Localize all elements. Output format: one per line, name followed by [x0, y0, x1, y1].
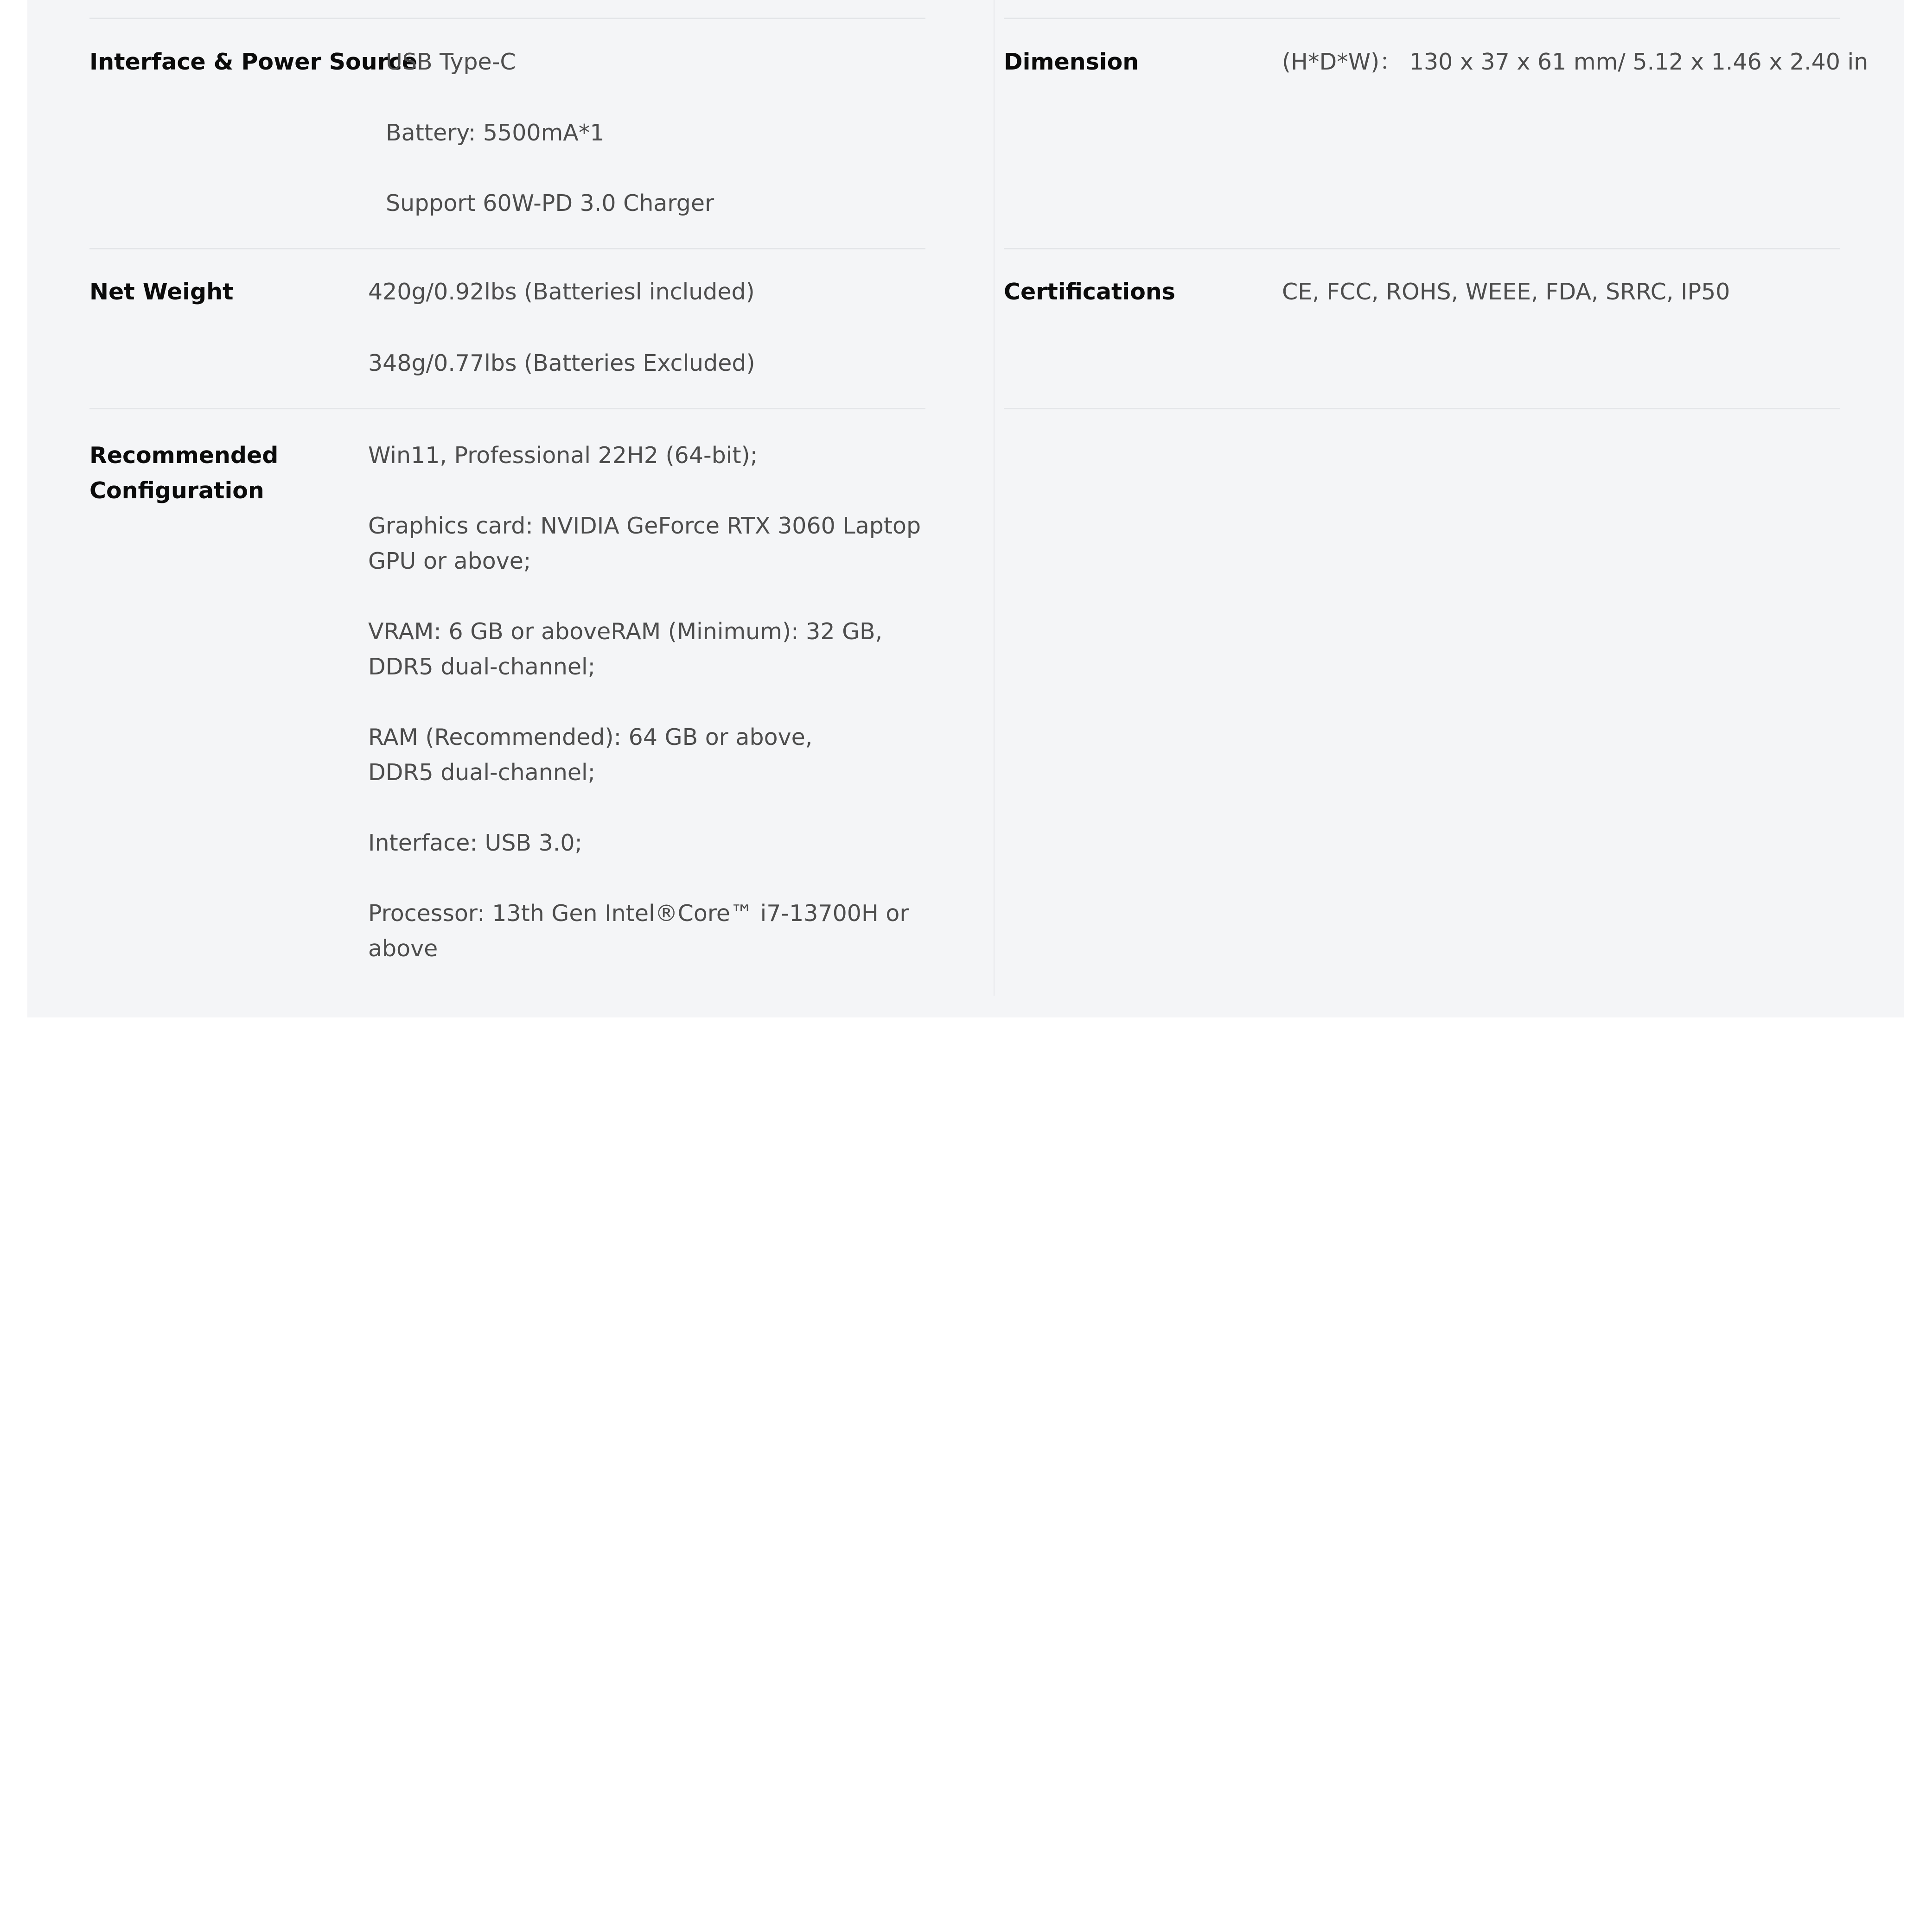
spec-label-interface-power: Interface & Power Source	[89, 49, 418, 75]
spec-label-recommended-config-line-2: Configuration	[89, 477, 264, 504]
row-divider	[1004, 408, 1840, 409]
spec-value-os: Win11, Professional 22H2 (64-bit);	[368, 442, 758, 469]
row-divider	[1004, 248, 1840, 249]
spec-value-battery: Battery: 5500mA*1	[386, 120, 605, 146]
spec-value-weight-without-batteries: 348g/0.77lbs (Batteries Excluded)	[368, 350, 755, 376]
row-divider	[89, 248, 925, 249]
spec-value-processor-line-2: above	[368, 935, 438, 962]
spec-label-certifications: Certifications	[1004, 279, 1175, 305]
spec-value-usb-type-c: USB Type-C	[386, 49, 516, 75]
spec-label-dimension: Dimension	[1004, 49, 1139, 75]
column-divider	[994, 0, 995, 996]
spec-value-ram-line-1: RAM (Recommended): 64 GB or above,	[368, 724, 813, 750]
spec-value-processor-line-1: Processor: 13th Gen Intel®Core™ i7-13700H or	[368, 900, 909, 927]
spec-value-weight-with-batteries: 420g/0.92lbs (Batteriesl included)	[368, 279, 755, 305]
row-divider	[89, 408, 925, 409]
specs-panel	[27, 0, 1904, 1017]
spec-value-vram-line-2: DDR5 dual-channel;	[368, 654, 596, 680]
spec-value-charger: Support 60W-PD 3.0 Charger	[386, 190, 714, 216]
spec-label-recommended-config-line-1: Recommended	[89, 442, 279, 469]
row-divider	[89, 18, 925, 19]
spec-label-net-weight: Net Weight	[89, 279, 234, 305]
spec-value-dimension: (H*D*W)： 130 x 37 x 61 mm/ 5.12 x 1.46 x 2.40 in	[1282, 49, 1868, 75]
spec-value-vram-line-1: VRAM: 6 GB or aboveRAM (Minimum): 32 GB,	[368, 618, 883, 645]
spec-value-ram-line-2: DDR5 dual-channel;	[368, 759, 596, 786]
spec-value-certifications: CE, FCC, ROHS, WEEE, FDA, SRRC, IP50	[1282, 279, 1730, 305]
spec-value-graphics-line-2: GPU or above;	[368, 548, 531, 574]
row-divider	[1004, 18, 1840, 19]
spec-value-graphics-line-1: Graphics card: NVIDIA GeForce RTX 3060 Laptop	[368, 513, 921, 539]
spec-value-interface: Interface: USB 3.0;	[368, 830, 583, 856]
